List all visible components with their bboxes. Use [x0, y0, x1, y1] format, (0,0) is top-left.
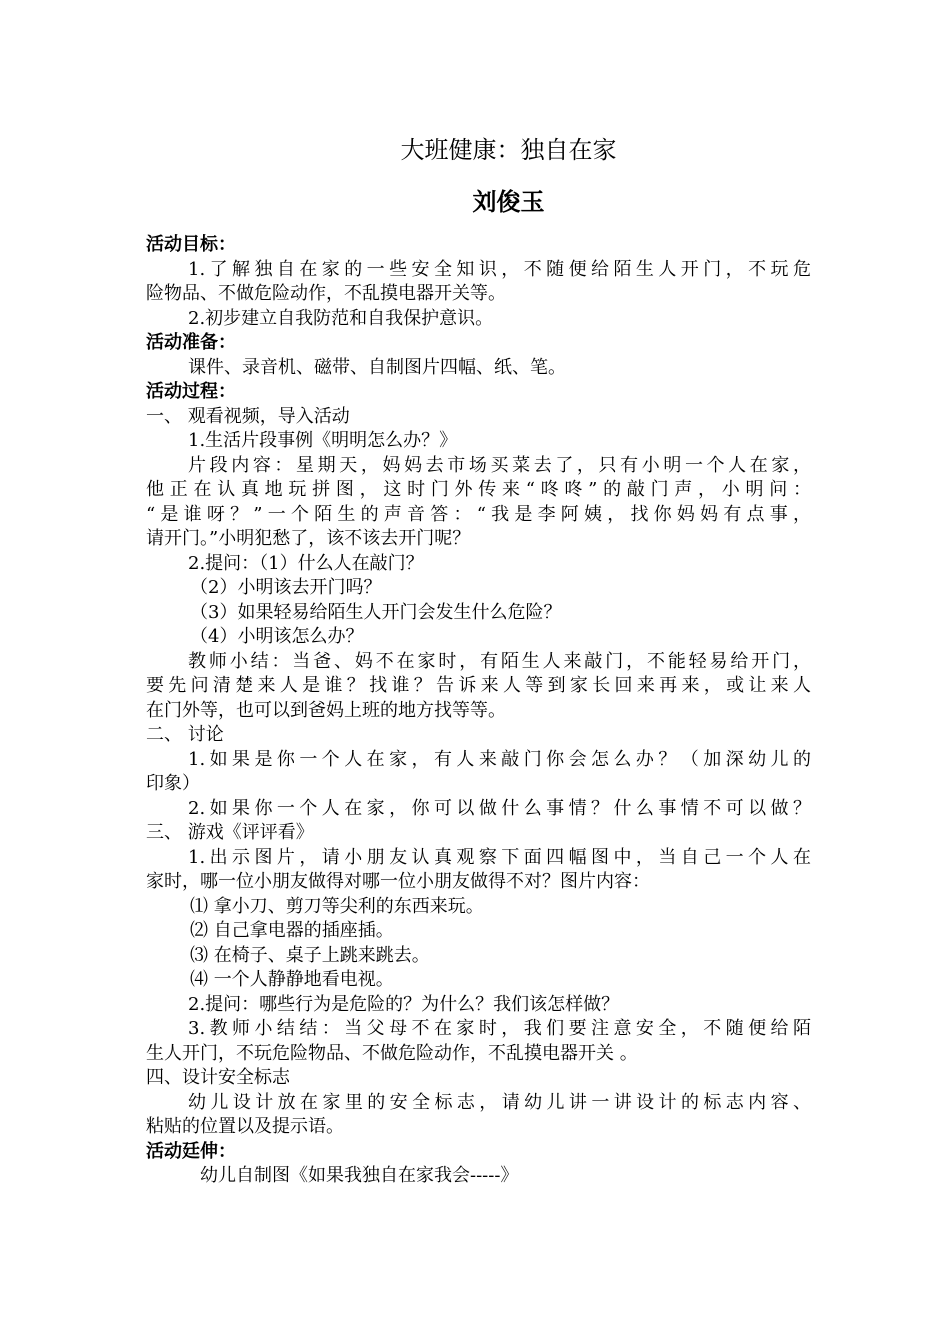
document-body	[146, 233, 811, 1189]
question-line: 2.提问：（1）什么人在敲门？	[188, 552, 424, 574]
section-heading-extension: 活动廷伸：	[146, 1140, 236, 1162]
section-heading-process: 活动过程：	[146, 381, 236, 402]
paragraph-line: 在门外等，也可以到爸妈上班的地方找等等。	[146, 699, 506, 721]
section-heading-goals: 活动目标：	[146, 234, 236, 255]
paragraph-line: 片段内容：星期天，妈妈去市场买菜去了，只有小明一个人在家，	[188, 454, 811, 476]
picture-item: ⑵ 自己拿电器的插座插。	[190, 920, 394, 941]
section-heading-preparation: 活动准备：	[146, 332, 236, 353]
goal-item: 1.了解独自在家的一些安全知识，不随便给陌生人开门，不玩危	[188, 258, 811, 280]
paragraph-line: 生人开门，不玩危险物品、不做危险动作，不乱摸电器开关 。	[146, 1042, 638, 1064]
document-page	[146, 130, 811, 1189]
step-heading: 四、设计安全标志	[146, 1067, 290, 1088]
paragraph-line: 险物品、不做危险动作，不乱摸电器开关等。	[146, 283, 506, 304]
paragraph-line: “是谁呀？”一个陌生的声音答：“我是李阿姨，找你妈妈有点事，	[146, 503, 811, 525]
paragraph-line: 幼儿自制图《如果我独自在家我会-----》	[200, 1165, 519, 1186]
paragraph-line: 1.出示图片，请小朋友认真观察下面四幅图中，当自己一个人在	[188, 846, 811, 868]
paragraph-line: 3.教师小结结：当父母不在家时，我们要注意安全，不随便给陌	[188, 1018, 811, 1039]
question-line: （4）小明该怎么办？	[190, 626, 364, 647]
paragraph-line: 印象）	[146, 773, 200, 794]
picture-item: ⑶ 在椅子、桌子上跳来跳去。	[190, 944, 430, 966]
paragraph-line: 教师小结：当爸、妈不在家时，有陌生人来敲门，不能轻易给开门，	[188, 650, 811, 672]
document-author: 刘俊玉	[472, 188, 545, 216]
paragraph-line: 2.提问：哪些行为是危险的？为什么？我们该怎样做？	[188, 993, 620, 1015]
step-heading: 二、 讨论	[146, 724, 224, 745]
paragraph-line: 请开门。”小明犯愁了，该不该去开门呢？	[146, 528, 471, 549]
paragraph-line: 幼儿设计放在家里的安全标志，请幼儿讲一讲设计的标志内容、	[188, 1091, 811, 1113]
picture-item: ⑴ 拿小刀、剪刀等尖利的东西来玩。	[190, 895, 484, 917]
paragraph-line: 2.如果你一个人在家，你可以做什么事情？什么事情不可以做？	[188, 797, 811, 819]
paragraph-line: 1.生活片段事例《明明怎么办？》	[188, 430, 458, 451]
paragraph-line: 他正在认真地玩拼图，这时门外传来“咚咚”的敲门声，小明问：	[146, 479, 811, 500]
question-line: （2）小明该去开门吗？	[190, 577, 382, 598]
paragraph-line: 要先问清楚来人是谁？找谁？告诉来人等到家长回来再来，或让来人	[146, 675, 811, 696]
picture-item: ⑷ 一个人静静地看电视。	[190, 969, 394, 990]
paragraph-line: 粘贴的位置以及提示语。	[146, 1116, 344, 1137]
paragraph-line: 1.如果是你一个人在家，有人来敲门你会怎么办？（加深幼儿的	[188, 748, 811, 770]
goal-item: 2.初步建立自我防范和自我保护意识。	[188, 307, 494, 329]
step-heading: 一、 观看视频，导入活动	[146, 405, 350, 427]
paragraph-line: 课件、录音机、磁带、自制图片四幅、纸、笔。	[188, 356, 566, 378]
document-title: 大班健康：独自在家	[400, 136, 617, 164]
paragraph-line: 家时，哪一位小朋友做得对哪一位小朋友做得不对？图片内容：	[146, 871, 650, 892]
step-heading: 三、 游戏《评评看》	[146, 822, 314, 843]
question-line: （3）如果轻易给陌生人开门会发生什么危险？	[190, 601, 562, 623]
